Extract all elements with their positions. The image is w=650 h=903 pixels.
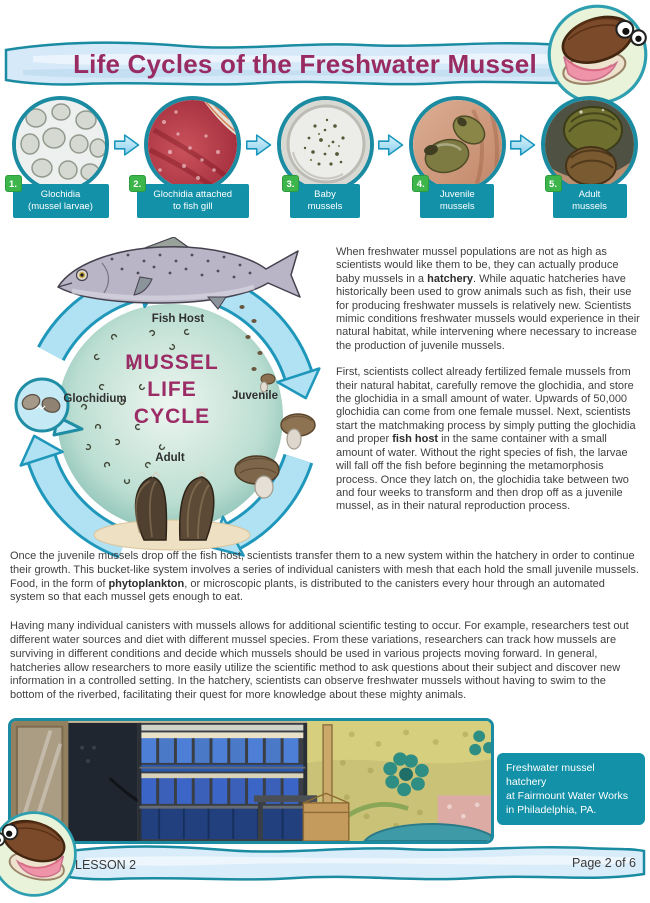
footer-banner-wave — [55, 840, 647, 888]
stage-4-label-line2: mussels — [439, 200, 475, 212]
stage-2-label-line1: Glochidia attached — [153, 189, 233, 200]
p4-text: Having many individual canisters with mussels allows for additional scientific testing to occur. For example, researchers test out different water sources and diet with different mussel species. From these variations, researchers can track how mussels are surviving in different conditions and decide which mussels should be used in various projects moving forward. In general, hatcheries allow researchers to more easily utilize the scientific method to ask questions about their subject and discover new information in a controlled setting. In the hatchery, scientists can observe freshwater mussels without having to swim to the bottom of the riverbed, facilitating their quest for more knowledge about these mighty animals. — [10, 620, 629, 702]
stage-3-label-line2: mussels — [307, 200, 343, 212]
paragraph-process — [336, 366, 645, 513]
mussel-mascot-icon — [0, 808, 80, 900]
p2-text: First, scientists collect already fertilized female mussels from their natural habitat, carefully remove the glochidia, and store the glochidia in a small amount of water. Upwards of 50,000 glochidia can come from one female mussel. Next, scientists start the matchmaking process by simply putting the glochidia and proper — [336, 366, 636, 446]
label-fish-host: Fish Host — [151, 313, 205, 325]
p3-text: Once the juvenile mussels drop off the fish host, scientists transfer them to a new system within the hatchery in order to continue their growth. This bucket-like system involves a series of individual canisters with mesh that each hold the small juvenile mussels. Food, in the form of — [10, 550, 639, 590]
glochidia-photo — [12, 96, 109, 193]
stage-5-label-line1: Adult — [578, 189, 601, 200]
p2-text-post: in the same container with a small amount of water. Without the right species of fish, the larvae will fall off the fish before beginning the metamorphosis process. Once they latch on, the glochidia take between two and four weeks to transform and then drop off as a juvenile mussel, as in their natural reproduction process. — [336, 433, 629, 513]
stage-2-label-line2: to fish gill — [172, 200, 213, 212]
stage-3-number-badge: 3. — [282, 175, 299, 192]
stage-3-label — [286, 179, 360, 218]
stage-2-label — [133, 179, 249, 218]
stage-2-number-badge: 2. — [129, 175, 146, 192]
stage-5-label — [549, 179, 627, 218]
stage-4-label — [416, 179, 494, 218]
photo-caption-line1: Freshwater mussel hatchery — [506, 762, 595, 788]
stage-4 — [409, 96, 506, 212]
arrow-right-icon — [378, 96, 404, 193]
cycle-title-line2: LIFE — [147, 378, 197, 401]
life-stages-row — [0, 96, 650, 212]
stage-5 — [541, 96, 638, 212]
paragraph-hatchery — [336, 246, 645, 353]
stage-1-number-badge: 1. — [5, 175, 22, 192]
paragraph-canisters — [10, 550, 642, 605]
cycle-title-line1: MUSSEL — [125, 351, 219, 374]
article-full-width — [10, 550, 642, 718]
stage-2 — [133, 96, 241, 212]
label-juvenile: Juvenile — [231, 390, 279, 402]
photo-caption-line3: in Philadelphia, PA. — [506, 804, 597, 816]
hatchery-photo — [8, 718, 494, 844]
stage-3-label-line1: Baby — [314, 189, 336, 200]
mussel-life-cycle-diagram — [2, 237, 337, 562]
stage-1-label — [9, 179, 109, 218]
p1-bold-term: hatchery — [427, 272, 473, 285]
stage-4-number-badge: 4. — [412, 175, 429, 192]
photo-caption-line2: at Fairmount Water Works — [506, 790, 628, 802]
footer-banner — [55, 840, 647, 888]
fish-gill-photo — [144, 96, 241, 193]
stage-1 — [9, 96, 109, 212]
label-adult: Adult — [155, 452, 185, 464]
p2-bold-term: fish host — [392, 433, 439, 446]
stage-3 — [277, 96, 374, 212]
p3-bold-term: phytoplankton — [108, 577, 185, 590]
p1-text: When freshwater mussel populations are not as high as scientists would like them to be, they can actually produce baby mussels in a — [336, 246, 619, 285]
stage-4-label-line1: Juvenile — [439, 189, 475, 200]
arrow-right-icon — [510, 96, 536, 193]
page-title: Life Cycles of the Freshwater Mussel — [73, 49, 537, 79]
cycle-title-line3: CYCLE — [133, 405, 211, 428]
footer-lesson-label: LESSON 2 — [75, 858, 137, 872]
article-column — [336, 246, 645, 527]
stage-1-label-line1: Glochidia — [40, 189, 81, 200]
p1-text-post: . While aquatic hatcheries have historically been used to grow animals such as fish, their use for producing freshwater mussels is relatively new. Scientists mimic conditions freshwater mussels would experience in their natural habitat, while intervening where necessary to increase the production of juvenile mussels. — [336, 272, 640, 352]
p3-text-post: , or microscopic plants, is distributed to the canisters every hour through an automated system so that each mussel gets enough to eat. — [10, 577, 605, 604]
label-glochidium: Glochidium — [63, 393, 127, 405]
hatchery-photo-art — [11, 721, 491, 841]
stage-5-label-line2: mussels — [572, 200, 607, 212]
arrow-right-icon — [246, 96, 272, 193]
stage-1-label-line2: (mussel larvae) — [28, 200, 93, 212]
mussel-mascot-icon — [545, 2, 650, 107]
paragraph-testing — [10, 620, 642, 703]
photo-caption — [497, 753, 645, 825]
footer-page-number: Page 2 of 6 — [572, 856, 636, 870]
stage-5-number-badge: 5. — [545, 175, 562, 192]
fish-host-art — [58, 237, 300, 309]
